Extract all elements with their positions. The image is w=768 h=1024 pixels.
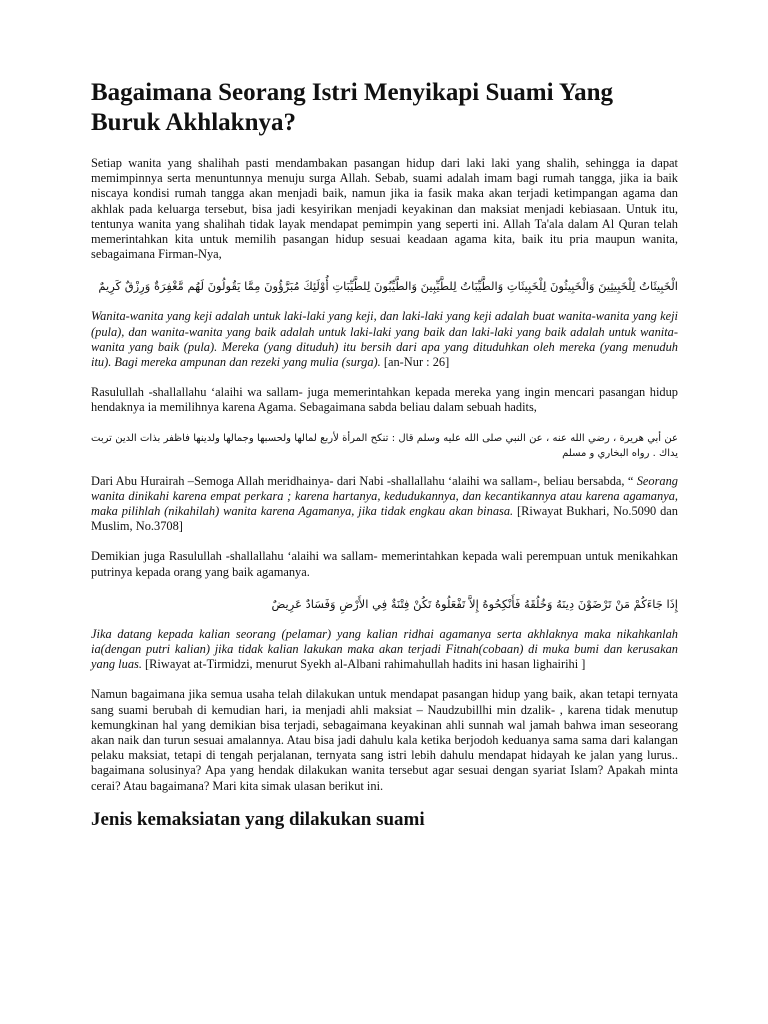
translation-text: Wanita-wanita yang keji adalah untuk laki-laki yang keji, dan laki-laki yang keji adalah buat wanita-wanita yang keji (pula), dan wanita-wanita yang baik adalah untuk laki-laki yang baik dan laki-laki yang baik adalah untuk wanita-wanita yang baik (pula). Mereka (yang dituduh) itu bersih dari apa yang dituduhkan oleh mereka (yang menuduh itu). Bagi mereka ampunan dan rezeki yang mulia (surga).: [91, 309, 678, 370]
hadith-translation: Jika datang kepada kalian seorang (pelamar) yang kalian ridhai agamanya serta akhlaknya maka nikahkanlah ia(dengan putri kalian) jika tidak kalian lakukan maka akan terjadi Fitnah(cobaan) di muka bumi dan kerusakan yang luas.: [91, 626, 678, 672]
paragraph-translation-tirmidzi: [91, 627, 678, 673]
paragraph-text: Dari Abu Hurairah –Semoga Allah meridhainya- dari Nabi -shallallahu ‘alaihi wa sallam-, beliau bersabda, “: [91, 473, 634, 488]
paragraph-translation-an-nur: [91, 309, 678, 370]
paragraph-abu-hurairah: [91, 474, 678, 535]
arabic-hadith-tirmidzi: إِذَا جَاءَكُمْ مَنْ تَرْضَوْنَ دِينَهُ وَخُلُقَهُ فَأَنْكِحُوهُ إِلاَّ تَفْعَلُوهُ تَكُنْ فِتْنَةٌ فِي الأَرْضِ وَفَسَادٌ عَرِيضٌ: [271, 596, 678, 611]
citation: [an-Nur : 26]: [380, 355, 450, 370]
paragraph-rasulullah: Rasulullah -shallallahu ‘alaihi wa sallam- juga memerintahkan kepada mereka yang ingin mencari pasangan hidup hendaknya ia memilihnya karena Agama. Sebagaimana sabda beliau dalam sebuah hadits,: [91, 385, 678, 415]
paragraph-intro: Setiap wanita yang shalihah pasti mendambakan pasangan hidup dari laki laki yang shalih, sehingga ia dapat memimpinnya serta menuntunnya menuju surga Allah. Sebab, suami adalah imam bagi rumah tangga, jika ia baik niscaya kondisi rumah tangga akan menjadi baik, namun jika ia fasik maka akan terjadi ketimpangan agama dan akhlak pada keluarga tersebut, bisa jadi kesyirikan menjadi keyakinan dan maksiat menjadi kebiasaan. Untuk itu, tentunya wanita yang shalihah tidak layak mendapat pemimpin yang seperti ini. Allah Ta'ala dalam Al Quran telah memerintahkan kita untuk memilih pasangan hidup sesuai keadaan agama kita, baik itu pria maupun wanita, sebagaimana Firman-Nya,: [91, 156, 678, 262]
page-title: Bagaimana Seorang Istri Menyikapi Suami Yang Buruk Akhlaknya?: [91, 79, 614, 136]
paragraph-namun: Namun bagaimana jika semua usaha telah dilakukan untuk mendapat pasangan hidup yang baik, akan tetapi ternyata sang suami berubah di kemudian hari, ia menjadi ahli maksiat – Naudzubillhi min dzalik- , karena tidak menutup kemungkinan hal yang demikian bisa terjadi, sebagaimana keyakinan ahli sunnah wal jamah bahwa iman seseorang akan naik dan turun sesuai amalannya. Atau bisa jadi dahulu kala ketika berjodoh keduanya sama sama dari kalangan pelaku maksiat, tetapi di tengah perjalanan, ternyata sang istri lebih dahulu mendapat hidayah ke jalan yang lurus.. bagaimana solusinya? Apa yang hendak dilakukan wanita tersebut agar sesuai dengan syariat Islam? Apakah minta cerai? Atau bagaimana? Mari kita simak ulasan berikut ini.: [91, 687, 678, 793]
paragraph-wali: Demikian juga Rasulullah -shallallahu ‘alaihi wa sallam- memerintahkan kepada wali perempuan untuk menikahkan putrinya kepada orang yang baik agamanya.: [91, 549, 678, 579]
section-heading: Jenis kemaksiatan yang dilakukan suami: [91, 808, 425, 830]
hadith-translation: Seorang wanita dinikahi karena empat perkara ; karena hartanya, kedudukannya, dan kecantikannya atau karena agamanya, maka pilihlah (nikahilah) wanita karena Agamanya, jika tidak engkau akan binasa.: [91, 473, 678, 519]
arabic-hadith-bukhari: عن أبي هريرة ، رضي الله عنه ، عن النبي صلى الله عليه وسلم قال : تنكح المرأة لأربع لمالها ولحسبها وجمالها ولدينها فاظفر بذات الدين تربت يداك . رواه البخاري و مسلم: [91, 432, 678, 459]
arabic-verse-an-nur: الْخَبِيثَاتُ لِلْخَبِيثِينَ وَالْخَبِيثُونَ لِلْخَبِيثَاتِ وَالطَّيِّبَاتُ لِلطَّيِّبِينَ وَالطَّيِّبُونَ لِلطَّيِّبَاتِ أُوْلَئِكَ مُبَرَّؤُونَ مِمَّا يَقُولُونَ لَهُم مَّغْفِرَةٌ وَرِزْقٌ كَرِيمٌ: [98, 279, 678, 294]
citation: [Riwayat at-Tirmidzi, menurut Syekh al-Albani rahimahullah hadits ini hasan lighairihi ]: [141, 657, 586, 672]
citation: [Riwayat Bukhari, No.5090 dan Muslim, No.3708]: [91, 504, 678, 534]
document-page: [91, 78, 678, 831]
